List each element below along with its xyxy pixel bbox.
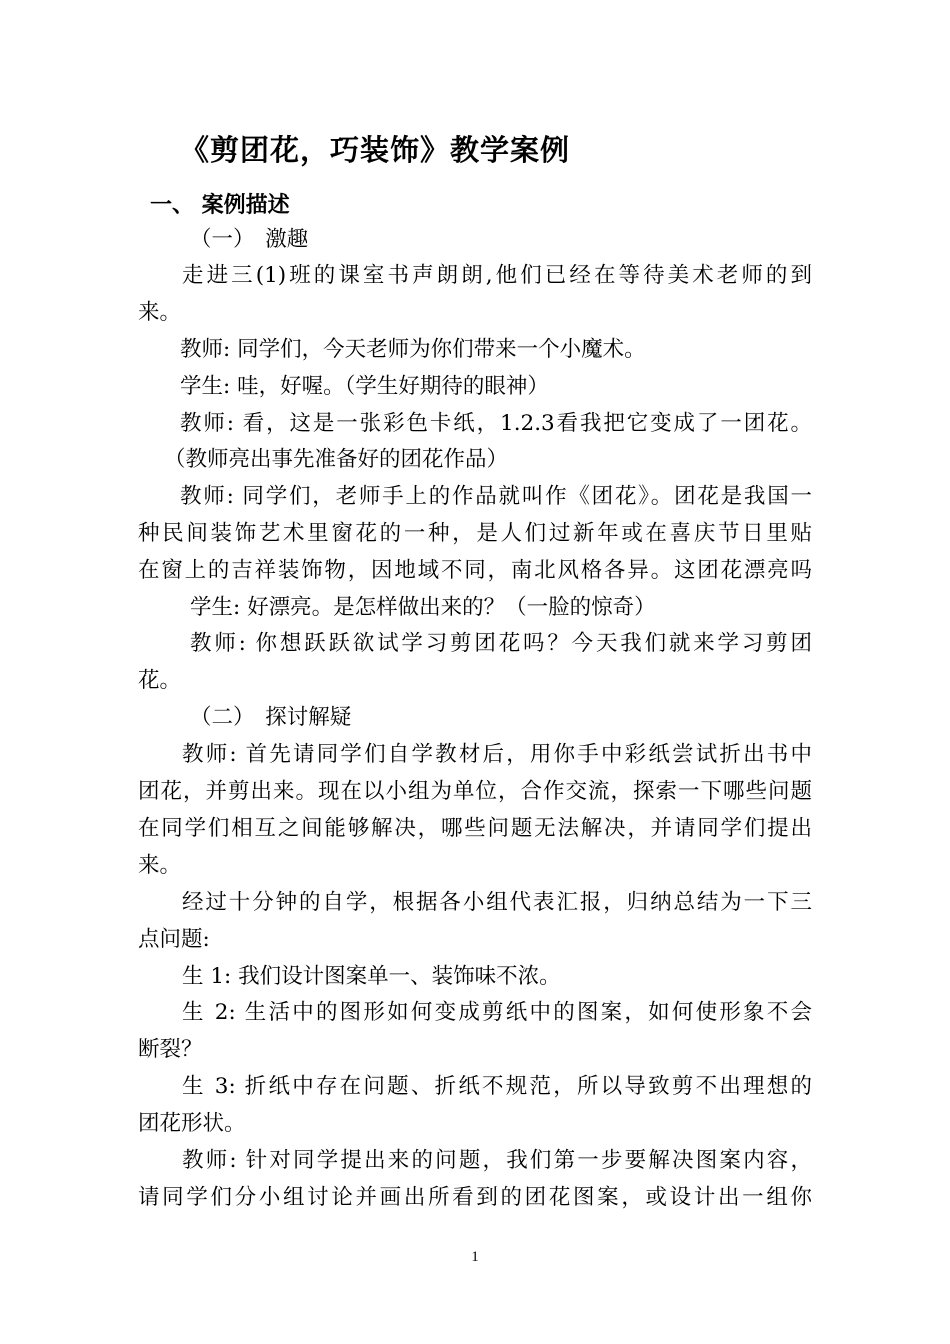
section-heading: 一、 案例描述: [150, 193, 290, 218]
paragraph-line: 团花形状。: [138, 1111, 246, 1136]
paragraph-line: 在窗上的吉祥装饰物，因地域不同，南北风格各异。这团花漂亮吗: [138, 558, 812, 583]
paragraph-line: 走进三(1)班的课室书声朗朗,他们已经在等待美术老师的到: [182, 263, 812, 288]
paragraph-line: 断裂？: [138, 1037, 203, 1062]
paragraph-line: 请同学们分小组讨论并画出所看到的团花图案，或设计出一组你: [138, 1185, 812, 1210]
subsection-heading: （二） 探讨解疑: [190, 705, 352, 730]
paragraph-line: 生 3: 折纸中存在问题、折纸不规范，所以导致剪不出理想的: [182, 1074, 812, 1099]
paragraph-line: 教师: 你想跃跃欲试学习剪团花吗？今天我们就来学习剪团: [190, 631, 812, 656]
paragraph-line: 点问题:: [138, 927, 210, 952]
paragraph-line: 生 2: 生活中的图形如何变成剪纸中的图案，如何使形象不会: [182, 1000, 812, 1025]
subsection-heading: （一） 激趣: [190, 227, 309, 252]
paragraph-line: 来。: [138, 853, 182, 878]
paragraph-line: 学生: 哇，好喔。（学生好期待的眼神）: [180, 374, 549, 399]
paragraph-line: 学生: 好漂亮。是怎样做出来的？（一脸的惊奇）: [190, 595, 656, 620]
paragraph-line: 花。: [138, 668, 182, 693]
paragraph-line: 教师: 同学们，今天老师为你们带来一个小魔术。: [180, 337, 646, 362]
paragraph-line: （教师亮出事先准备好的团花作品）: [164, 447, 509, 472]
paragraph-line: 教师: 首先请同学们自学教材后，用你手中彩纸尝试折出书中: [182, 742, 812, 767]
paragraph-line: 团花，并剪出来。现在以小组为单位，合作交流，探索一下哪些问题: [138, 779, 812, 804]
paragraph-line: 在同学们相互之间能够解决，哪些问题无法解决，并请同学们提出: [138, 816, 812, 841]
paragraph-line: 生 1: 我们设计图案单一、装饰味不浓。: [182, 964, 561, 989]
paragraph-line: 教师: 针对同学提出来的问题，我们第一步要解决图案内容，: [182, 1148, 812, 1173]
page-number: 1: [471, 1249, 479, 1265]
document-title: 《剪团花，巧装饰》教学案例: [180, 133, 571, 167]
paragraph-line: 经过十分钟的自学，根据各小组代表汇报，归纳总结为一下三: [182, 890, 812, 915]
paragraph-line: 来。: [138, 300, 182, 325]
paragraph-line: 教师: 同学们，老师手上的作品就叫作《团花》。团花是我国一: [180, 484, 812, 509]
paragraph-line: 教师: 看，这是一张彩色卡纸，1.2.3看我把它变成了一团花。: [180, 411, 812, 436]
paragraph-line: 种民间装饰艺术里窗花的一种，是人们过新年或在喜庆节日里贴: [138, 521, 812, 546]
